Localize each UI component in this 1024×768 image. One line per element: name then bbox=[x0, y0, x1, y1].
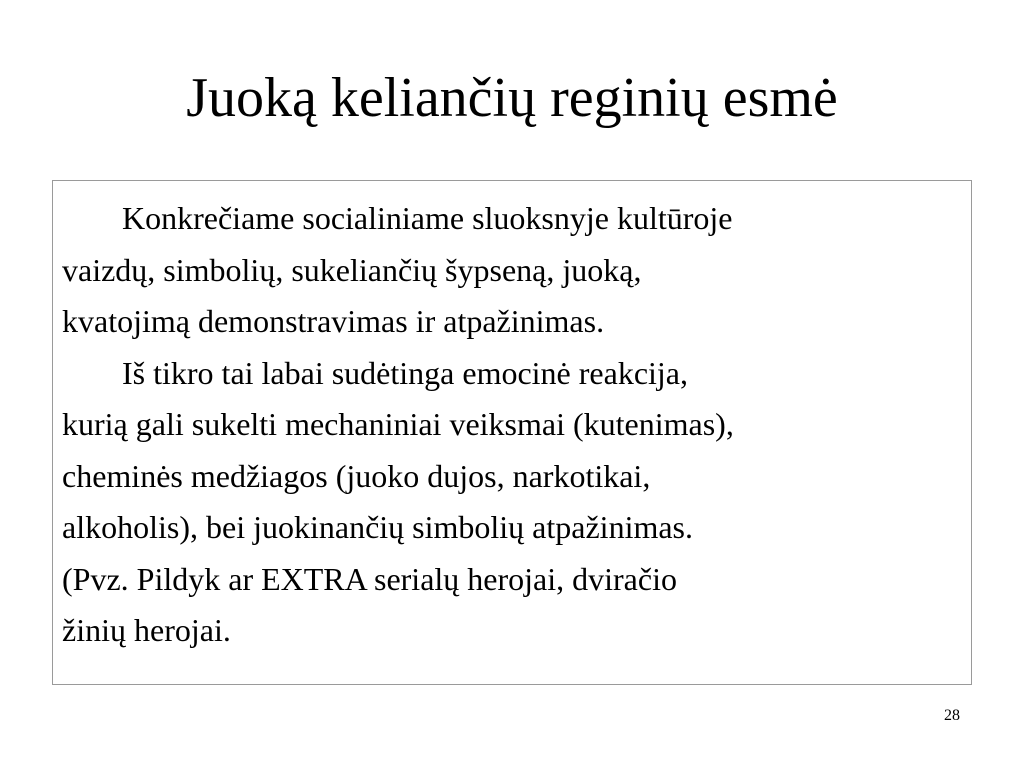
paragraph-definition: Konkrečiame socialiniame sluoksnyje kultūroje vaizdų, simbolių, sukeliančių šypseną, juoką, kvatojimą demonstravimas ir atpažinimas. bbox=[62, 200, 733, 339]
paragraph-explanation: Iš tikro tai labai sudėtinga emocinė reakcija, kurią gali sukelti mechaniniai veiksmai (kutenimas), cheminės medžiagos (juoko dujos, narkotikai, alkoholis), bei juokinančių simbolių atpažinimas. (Pvz. Pildyk ar EXTRA serialų herojai, dviračio žinių herojai. bbox=[62, 354, 734, 648]
slide-title: Juoką keliančių reginių esmė bbox=[186, 67, 838, 129]
content-text-box bbox=[52, 180, 972, 685]
page-number: 28 bbox=[944, 707, 960, 724]
